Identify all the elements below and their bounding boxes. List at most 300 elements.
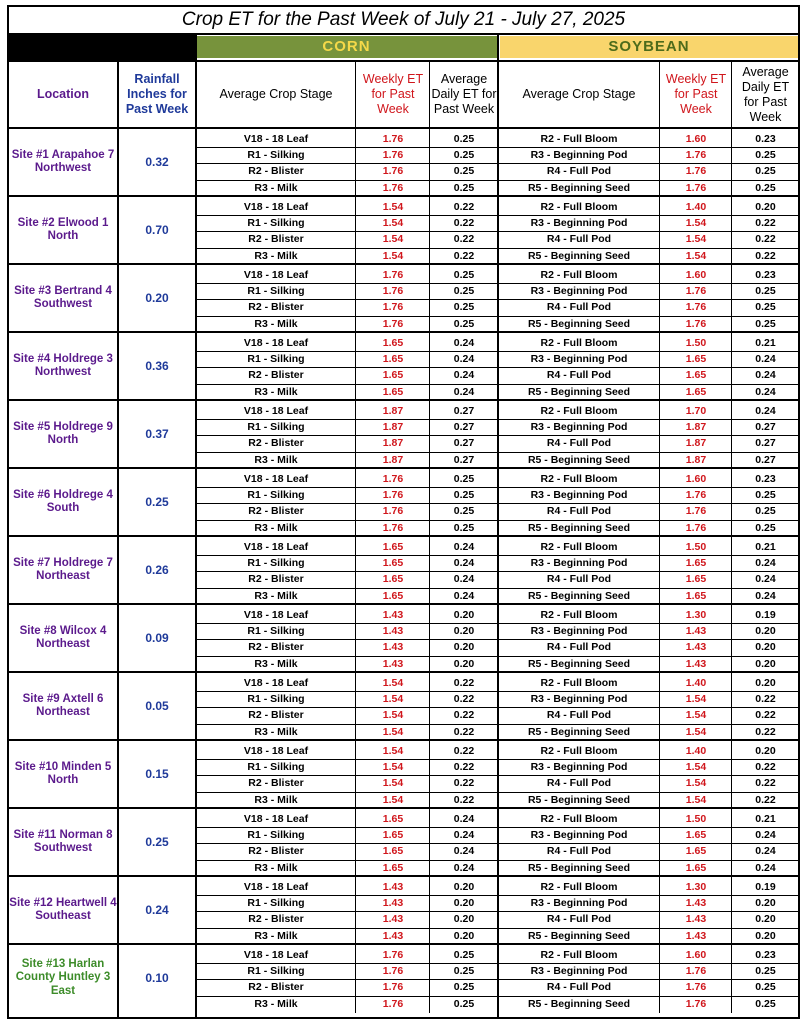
corn-weekly-cell: 1.76 xyxy=(382,965,404,978)
soy-daily-cell: 0.24 xyxy=(755,861,776,874)
corn-stage-cell: R3 - Milk xyxy=(254,657,298,670)
corn-stage-cell: R3 - Milk xyxy=(254,181,298,194)
soy-daily-cell: 0.22 xyxy=(755,761,776,774)
soy-daily-cell: 0.20 xyxy=(755,625,776,638)
corn-weekly-cell: 1.87 xyxy=(382,453,404,466)
corn-stage-cell: R2 - Blister xyxy=(248,845,304,858)
divider xyxy=(429,877,430,945)
corn-stage-cell: V18 - 18 Leaf xyxy=(243,405,309,417)
corn-weekly-cell: 1.76 xyxy=(382,981,404,994)
soy-stage-cell: R5 - Beginning Seed xyxy=(527,589,631,602)
corn-stage-cell: R1 - Silking xyxy=(247,217,305,230)
corn-weekly-cell: 1.65 xyxy=(382,813,404,825)
corn-daily-cell: 0.24 xyxy=(453,557,475,570)
soy-stage-cell: R2 - Full Bloom xyxy=(540,541,618,553)
soy-stage-cell: R2 - Full Bloom xyxy=(540,881,618,893)
divider xyxy=(429,673,430,741)
divider xyxy=(659,333,660,401)
header-black-block xyxy=(9,35,195,60)
corn-daily-cell: 0.25 xyxy=(453,521,475,534)
divider xyxy=(429,333,430,401)
corn-daily-cell: 0.25 xyxy=(453,269,475,281)
soy-weekly-cell: 1.54 xyxy=(685,793,707,806)
soy-daily-cell: 0.20 xyxy=(755,745,776,757)
soy-stage-cell: R4 - Full Pod xyxy=(546,437,612,450)
divider xyxy=(355,401,356,469)
corn-stage-cell: R3 - Milk xyxy=(254,997,298,1010)
corn-weekly-cell: 1.54 xyxy=(382,217,404,230)
soy-daily-cell: 0.25 xyxy=(755,285,776,298)
soy-stage-cell: R4 - Full Pod xyxy=(546,913,612,926)
soy-daily-cell: 0.22 xyxy=(755,777,776,790)
crop-header-band xyxy=(9,35,798,60)
corn-weekly-cell: 1.76 xyxy=(382,473,404,485)
soy-stage-cell: R5 - Beginning Seed xyxy=(527,997,631,1010)
soy-weekly-cell: 1.76 xyxy=(685,965,707,978)
soy-daily-cell: 0.25 xyxy=(755,981,776,994)
soy-daily-cell: 0.25 xyxy=(755,489,776,502)
corn-daily-cell: 0.24 xyxy=(453,573,475,586)
divider xyxy=(659,401,660,469)
divider xyxy=(731,469,732,537)
corn-daily-cell: 0.22 xyxy=(453,217,475,230)
site-name: Site #2 Elwood 1 North xyxy=(17,216,109,242)
corn-weekly-cell: 1.65 xyxy=(382,829,404,842)
soy-stage-cell: R4 - Full Pod xyxy=(546,301,612,314)
divider xyxy=(355,741,356,809)
divider xyxy=(731,537,732,605)
soy-stage-cell: R3 - Beginning Pod xyxy=(530,761,628,774)
rainfall-value: 0.37 xyxy=(145,427,169,441)
corn-weekly-cell: 1.65 xyxy=(382,385,404,398)
soy-weekly-cell: 1.54 xyxy=(685,709,707,722)
soy-daily-cell: 0.24 xyxy=(755,829,776,842)
rainfall-value: 0.25 xyxy=(145,835,169,849)
soy-weekly-cell: 1.54 xyxy=(685,249,707,262)
corn-daily-cell: 0.22 xyxy=(453,793,475,806)
soy-weekly-cell: 1.40 xyxy=(685,677,707,689)
corn-daily-cell: 0.27 xyxy=(453,437,475,450)
soy-stage-cell: R3 - Beginning Pod xyxy=(530,489,628,502)
soy-daily-cell: 0.22 xyxy=(755,693,776,706)
corn-stage-cell: R3 - Milk xyxy=(254,793,298,806)
soy-daily-cell: 0.21 xyxy=(755,337,776,349)
soy-weekly-cell: 1.87 xyxy=(685,453,707,466)
soy-weekly-cell: 1.60 xyxy=(685,269,707,281)
corn-stage-cell: V18 - 18 Leaf xyxy=(243,949,309,961)
corn-daily-header: Average Daily ET for Past Week xyxy=(431,72,497,116)
corn-stage-cell: R2 - Blister xyxy=(248,573,304,586)
soy-daily-cell: 0.24 xyxy=(755,845,776,858)
soy-weekly-cell: 1.40 xyxy=(685,201,707,213)
rainfall-value: 0.36 xyxy=(145,359,169,373)
corn-weekly-cell: 1.76 xyxy=(382,997,404,1010)
soy-stage-cell: R2 - Full Bloom xyxy=(540,949,618,961)
rainfall-value: 0.26 xyxy=(145,563,169,577)
corn-stage-cell: R1 - Silking xyxy=(247,761,305,774)
site-group xyxy=(9,197,798,265)
corn-weekly-cell: 1.54 xyxy=(382,793,404,806)
soy-daily-cell: 0.22 xyxy=(755,725,776,738)
site-group xyxy=(9,333,798,401)
soy-stage-cell: R5 - Beginning Seed xyxy=(527,453,631,466)
soy-weekly-cell: 1.65 xyxy=(685,385,707,398)
divider xyxy=(429,469,430,537)
soy-daily-cell: 0.25 xyxy=(755,997,776,1010)
divider xyxy=(355,877,356,945)
corn-stage-cell: R3 - Milk xyxy=(254,453,298,466)
soy-weekly-header: Weekly ET for Past Week xyxy=(665,72,727,116)
corn-stage-cell: R3 - Milk xyxy=(254,385,298,398)
soy-stage-cell: R4 - Full Pod xyxy=(546,505,612,518)
corn-stage-cell: V18 - 18 Leaf xyxy=(243,133,309,145)
divider xyxy=(731,333,732,401)
corn-daily-cell: 0.20 xyxy=(453,657,475,670)
soy-weekly-cell: 1.65 xyxy=(685,557,707,570)
corn-stage-cell: R2 - Blister xyxy=(248,709,304,722)
soy-weekly-cell: 1.43 xyxy=(685,625,707,638)
soy-weekly-cell: 1.30 xyxy=(685,881,707,893)
site-name: Site #13 Harlan County Huntley 3 East xyxy=(15,957,111,997)
site-name: Site #10 Minden 5 North xyxy=(14,760,112,786)
divider xyxy=(731,197,732,265)
corn-daily-cell: 0.22 xyxy=(453,249,475,262)
soy-stage-cell: R4 - Full Pod xyxy=(546,709,612,722)
corn-daily-cell: 0.24 xyxy=(453,829,475,842)
soy-daily-cell: 0.21 xyxy=(755,813,776,825)
divider xyxy=(731,62,732,129)
rainfall-value: 0.20 xyxy=(145,291,169,305)
soy-stage-cell: R4 - Full Pod xyxy=(546,369,612,382)
soy-stage-cell: R5 - Beginning Seed xyxy=(527,657,631,670)
corn-daily-cell: 0.22 xyxy=(453,693,475,706)
corn-weekly-cell: 1.43 xyxy=(382,881,404,893)
corn-daily-cell: 0.25 xyxy=(453,285,475,298)
corn-weekly-cell: 1.87 xyxy=(382,405,404,417)
rainfall-value: 0.70 xyxy=(145,223,169,237)
soy-weekly-cell: 1.70 xyxy=(685,405,707,417)
site-group xyxy=(9,741,798,809)
divider xyxy=(355,673,356,741)
soy-weekly-cell: 1.76 xyxy=(685,489,707,502)
corn-weekly-cell: 1.76 xyxy=(382,521,404,534)
soy-daily-cell: 0.22 xyxy=(755,217,776,230)
soy-daily-cell: 0.22 xyxy=(755,249,776,262)
soy-daily-cell: 0.23 xyxy=(755,473,776,485)
soy-stage-cell: R2 - Full Bloom xyxy=(540,813,618,825)
soy-weekly-cell: 1.65 xyxy=(685,861,707,874)
corn-daily-cell: 0.22 xyxy=(453,201,475,213)
soy-stage-cell: R2 - Full Bloom xyxy=(540,745,618,757)
divider xyxy=(659,129,660,197)
site-name: Site #1 Arapahoe 7 Northwest xyxy=(11,148,115,174)
site-group xyxy=(9,401,798,469)
corn-weekly-header: Weekly ET for Past Week xyxy=(362,72,424,116)
soy-daily-cell: 0.22 xyxy=(755,233,776,246)
soy-daily-cell: 0.25 xyxy=(755,301,776,314)
corn-weekly-cell: 1.54 xyxy=(382,249,404,262)
corn-daily-cell: 0.20 xyxy=(453,609,475,621)
soy-daily-cell: 0.22 xyxy=(755,793,776,806)
divider xyxy=(195,35,197,1017)
corn-daily-cell: 0.24 xyxy=(453,353,475,366)
corn-stage-cell: V18 - 18 Leaf xyxy=(243,745,309,757)
divider xyxy=(659,62,660,129)
soy-weekly-cell: 1.65 xyxy=(685,845,707,858)
corn-stage-cell: V18 - 18 Leaf xyxy=(243,881,309,893)
corn-weekly-cell: 1.54 xyxy=(382,761,404,774)
rainfall-value: 0.10 xyxy=(145,971,169,985)
soy-daily-cell: 0.19 xyxy=(755,609,776,621)
site-name: Site #12 Heartwell 4 Southeast xyxy=(9,896,117,922)
corn-weekly-cell: 1.87 xyxy=(382,437,404,450)
corn-stage-cell: R2 - Blister xyxy=(248,641,304,654)
soy-stage-cell: R4 - Full Pod xyxy=(546,845,612,858)
site-group xyxy=(9,469,798,537)
corn-weekly-cell: 1.54 xyxy=(382,745,404,757)
soy-daily-cell: 0.23 xyxy=(755,269,776,281)
rainfall-header: Rainfall Inches for Past Week xyxy=(125,72,189,116)
corn-stage-cell: R3 - Milk xyxy=(254,929,298,942)
soy-daily-cell: 0.25 xyxy=(755,505,776,518)
soy-weekly-cell: 1.54 xyxy=(685,217,707,230)
soy-daily-cell: 0.19 xyxy=(755,881,776,893)
soy-daily-cell: 0.27 xyxy=(755,437,776,450)
divider xyxy=(659,605,660,673)
soy-daily-cell: 0.24 xyxy=(755,557,776,570)
soy-daily-cell: 0.24 xyxy=(755,385,776,398)
soy-daily-cell: 0.20 xyxy=(755,913,776,926)
soy-daily-cell: 0.21 xyxy=(755,541,776,553)
rainfall-value: 0.32 xyxy=(145,155,169,169)
site-name: Site #8 Wilcox 4 Northeast xyxy=(19,624,107,650)
corn-header: CORN xyxy=(196,36,497,58)
soy-stage-cell: R4 - Full Pod xyxy=(546,165,612,178)
corn-stage-cell: R2 - Blister xyxy=(248,913,304,926)
divider xyxy=(429,265,430,333)
divider xyxy=(731,741,732,809)
soy-daily-cell: 0.20 xyxy=(755,929,776,942)
rainfall-value: 0.25 xyxy=(145,495,169,509)
corn-weekly-cell: 1.76 xyxy=(382,505,404,518)
corn-weekly-cell: 1.65 xyxy=(382,369,404,382)
divider xyxy=(355,537,356,605)
soy-stage-cell: R2 - Full Bloom xyxy=(540,405,618,417)
site-group xyxy=(9,265,798,333)
divider xyxy=(355,605,356,673)
corn-daily-cell: 0.25 xyxy=(453,473,475,485)
soy-stage-cell: R2 - Full Bloom xyxy=(540,201,618,213)
divider xyxy=(731,401,732,469)
corn-daily-cell: 0.24 xyxy=(453,813,475,825)
soy-weekly-cell: 1.60 xyxy=(685,949,707,961)
divider xyxy=(355,945,356,1013)
soy-stage-cell: R3 - Beginning Pod xyxy=(530,149,628,162)
soybean-header: SOYBEAN xyxy=(500,36,798,58)
soy-stage-cell: R4 - Full Pod xyxy=(546,777,612,790)
corn-weekly-cell: 1.76 xyxy=(382,181,404,194)
divider xyxy=(355,129,356,197)
site-group xyxy=(9,673,798,741)
corn-daily-cell: 0.24 xyxy=(453,845,475,858)
soy-daily-cell: 0.20 xyxy=(755,641,776,654)
divider xyxy=(731,945,732,1013)
corn-daily-cell: 0.20 xyxy=(453,929,475,942)
divider xyxy=(659,197,660,265)
soy-stage-cell: R5 - Beginning Seed xyxy=(527,521,631,534)
soy-daily-cell: 0.25 xyxy=(755,521,776,534)
soy-stage-cell: R3 - Beginning Pod xyxy=(530,625,628,638)
corn-weekly-cell: 1.76 xyxy=(382,285,404,298)
divider xyxy=(429,129,430,197)
corn-weekly-cell: 1.76 xyxy=(382,133,404,145)
corn-stage-cell: R3 - Milk xyxy=(254,249,298,262)
column-headers xyxy=(9,60,798,129)
corn-stage-cell: R1 - Silking xyxy=(247,353,305,366)
soy-stage-cell: R2 - Full Bloom xyxy=(540,133,618,145)
soy-weekly-cell: 1.76 xyxy=(685,181,707,194)
corn-stage-cell: V18 - 18 Leaf xyxy=(243,609,309,621)
soy-weekly-cell: 1.76 xyxy=(685,981,707,994)
soy-daily-cell: 0.24 xyxy=(755,589,776,602)
soy-weekly-cell: 1.76 xyxy=(685,997,707,1010)
soy-stage-cell: R3 - Beginning Pod xyxy=(530,829,628,842)
soy-stage-cell: R2 - Full Bloom xyxy=(540,609,618,621)
corn-stage-cell: V18 - 18 Leaf xyxy=(243,473,309,485)
rainfall-value: 0.24 xyxy=(145,903,169,917)
corn-weekly-cell: 1.65 xyxy=(382,589,404,602)
soy-stage-cell: R5 - Beginning Seed xyxy=(527,181,631,194)
site-group xyxy=(9,945,798,1013)
soy-daily-cell: 0.23 xyxy=(755,133,776,145)
soy-stage-cell: R4 - Full Pod xyxy=(546,981,612,994)
corn-daily-cell: 0.22 xyxy=(453,761,475,774)
corn-stage-cell: R1 - Silking xyxy=(247,285,305,298)
soy-daily-cell: 0.27 xyxy=(755,453,776,466)
divider xyxy=(355,333,356,401)
corn-weekly-cell: 1.87 xyxy=(382,421,404,434)
corn-weekly-cell: 1.76 xyxy=(382,949,404,961)
corn-weekly-cell: 1.43 xyxy=(382,929,404,942)
site-name: Site #7 Holdrege 7 Northeast xyxy=(13,556,113,582)
soy-daily-cell: 0.24 xyxy=(755,353,776,366)
corn-daily-cell: 0.24 xyxy=(453,369,475,382)
soy-weekly-cell: 1.65 xyxy=(685,369,707,382)
divider xyxy=(429,741,430,809)
soy-stage-cell: R2 - Full Bloom xyxy=(540,337,618,349)
corn-weekly-cell: 1.65 xyxy=(382,861,404,874)
soy-weekly-cell: 1.43 xyxy=(685,897,707,910)
corn-weekly-cell: 1.65 xyxy=(382,337,404,349)
soy-weekly-cell: 1.65 xyxy=(685,589,707,602)
soy-weekly-cell: 1.65 xyxy=(685,573,707,586)
corn-stage-cell: R2 - Blister xyxy=(248,301,304,314)
soy-weekly-cell: 1.54 xyxy=(685,761,707,774)
corn-weekly-cell: 1.65 xyxy=(382,573,404,586)
soy-daily-cell: 0.25 xyxy=(755,965,776,978)
corn-weekly-cell: 1.76 xyxy=(382,149,404,162)
corn-weekly-cell: 1.54 xyxy=(382,677,404,689)
soy-stage-cell: R5 - Beginning Seed xyxy=(527,793,631,806)
corn-daily-cell: 0.25 xyxy=(453,965,475,978)
soy-daily-cell: 0.23 xyxy=(755,949,776,961)
soy-daily-cell: 0.27 xyxy=(755,421,776,434)
corn-daily-cell: 0.25 xyxy=(453,981,475,994)
soy-weekly-cell: 1.54 xyxy=(685,693,707,706)
corn-weekly-cell: 1.76 xyxy=(382,489,404,502)
corn-weekly-cell: 1.65 xyxy=(382,541,404,553)
soy-stage-cell: R5 - Beginning Seed xyxy=(527,385,631,398)
soy-weekly-cell: 1.50 xyxy=(685,541,707,553)
soy-weekly-cell: 1.76 xyxy=(685,149,707,162)
soy-weekly-cell: 1.54 xyxy=(685,725,707,738)
corn-weekly-cell: 1.76 xyxy=(382,317,404,330)
corn-weekly-cell: 1.54 xyxy=(382,693,404,706)
corn-stage-cell: R1 - Silking xyxy=(247,965,305,978)
corn-stage-cell: R1 - Silking xyxy=(247,897,305,910)
divider xyxy=(731,673,732,741)
corn-weekly-cell: 1.65 xyxy=(382,845,404,858)
soy-weekly-cell: 1.43 xyxy=(685,641,707,654)
soy-weekly-cell: 1.50 xyxy=(685,337,707,349)
divider xyxy=(731,809,732,877)
corn-daily-cell: 0.25 xyxy=(453,949,475,961)
soy-stage-cell: R5 - Beginning Seed xyxy=(527,861,631,874)
divider xyxy=(429,605,430,673)
corn-stage-cell: R2 - Blister xyxy=(248,777,304,790)
corn-weekly-cell: 1.43 xyxy=(382,657,404,670)
corn-stage-cell: R3 - Milk xyxy=(254,725,298,738)
soy-stage-cell: R4 - Full Pod xyxy=(546,641,612,654)
soy-weekly-cell: 1.43 xyxy=(685,929,707,942)
corn-stage-cell: V18 - 18 Leaf xyxy=(243,337,309,349)
divider xyxy=(429,945,430,1013)
divider xyxy=(659,809,660,877)
corn-stage-cell: R1 - Silking xyxy=(247,693,305,706)
divider xyxy=(659,469,660,537)
divider xyxy=(355,809,356,877)
soy-daily-header: Average Daily ET for Past Week xyxy=(741,64,790,124)
corn-stage-cell: V18 - 18 Leaf xyxy=(243,269,309,281)
corn-daily-cell: 0.20 xyxy=(453,913,475,926)
soy-stage-cell: R3 - Beginning Pod xyxy=(530,897,628,910)
soy-stage-cell: R4 - Full Pod xyxy=(546,233,612,246)
corn-weekly-cell: 1.65 xyxy=(382,557,404,570)
soy-stage-cell: R2 - Full Bloom xyxy=(540,473,618,485)
page-title: Crop ET for the Past Week of July 21 - July 27, 2025 xyxy=(9,7,798,35)
divider xyxy=(429,62,430,129)
soy-stage-cell: R2 - Full Bloom xyxy=(540,677,618,689)
corn-weekly-cell: 1.54 xyxy=(382,725,404,738)
soy-weekly-cell: 1.76 xyxy=(685,285,707,298)
soy-stage-cell: R5 - Beginning Seed xyxy=(527,249,631,262)
soy-daily-cell: 0.20 xyxy=(755,897,776,910)
soy-weekly-cell: 1.76 xyxy=(685,317,707,330)
soy-stage-cell: R3 - Beginning Pod xyxy=(530,693,628,706)
site-name: Site #4 Holdrege 3 Northwest xyxy=(13,352,113,378)
corn-daily-cell: 0.25 xyxy=(453,165,475,178)
corn-daily-cell: 0.20 xyxy=(453,641,475,654)
corn-daily-cell: 0.24 xyxy=(453,541,475,553)
corn-daily-cell: 0.27 xyxy=(453,453,475,466)
corn-weekly-cell: 1.43 xyxy=(382,609,404,621)
soy-daily-cell: 0.24 xyxy=(755,369,776,382)
divider xyxy=(497,35,499,1017)
soy-daily-cell: 0.20 xyxy=(755,657,776,670)
corn-stage-cell: R1 - Silking xyxy=(247,489,305,502)
corn-stage-cell: R2 - Blister xyxy=(248,233,304,246)
corn-daily-cell: 0.20 xyxy=(453,881,475,893)
